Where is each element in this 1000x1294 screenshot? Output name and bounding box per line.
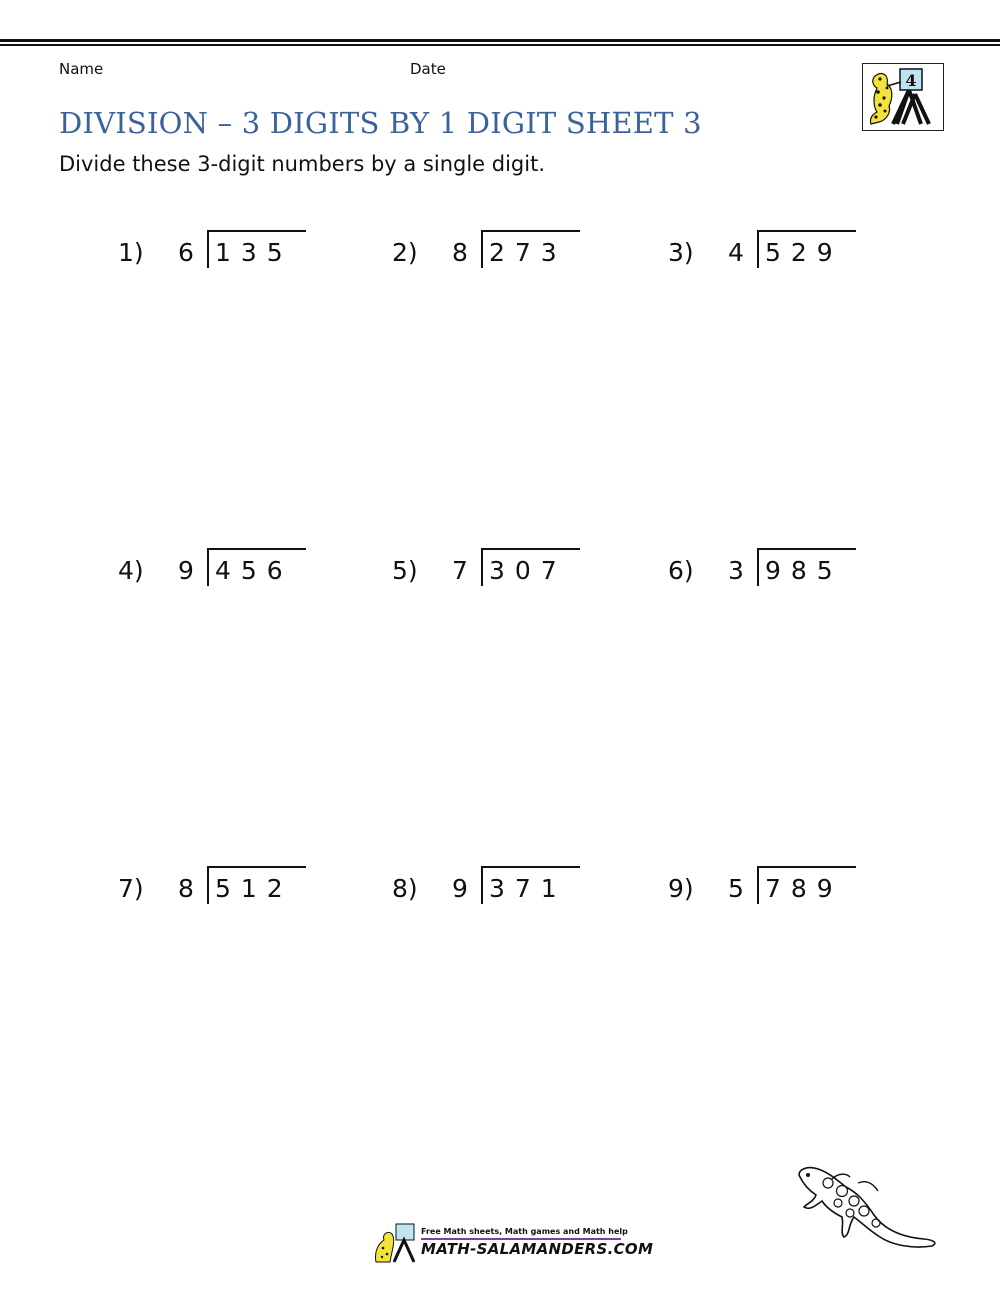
date-label: Date <box>410 60 446 78</box>
grade-badge: 4 <box>905 71 917 90</box>
problem-number: 9) <box>668 874 694 903</box>
problem-number: 2) <box>392 238 418 267</box>
divisor: 7 <box>452 556 468 585</box>
problem-number: 3) <box>668 238 694 267</box>
problem-number: 8) <box>392 874 418 903</box>
divisor: 6 <box>178 238 194 267</box>
dividend: 529 <box>765 238 843 267</box>
salamander-logo-icon <box>863 64 942 129</box>
dividend: 789 <box>765 874 843 903</box>
divisor: 8 <box>178 874 194 903</box>
salamander-icon <box>792 1163 942 1253</box>
problem-number: 7) <box>118 874 144 903</box>
divisor: 8 <box>452 238 468 267</box>
dividend: 371 <box>489 874 567 903</box>
divisor: 4 <box>728 238 744 267</box>
dividend: 456 <box>215 556 293 585</box>
divisor: 9 <box>452 874 468 903</box>
divisor: 9 <box>178 556 194 585</box>
dividend: 273 <box>489 238 567 267</box>
name-label: Name <box>59 60 104 78</box>
divisor: 3 <box>728 556 744 585</box>
instructions: Divide these 3-digit numbers by a single digit. <box>59 152 546 176</box>
dividend: 512 <box>215 874 293 903</box>
page-title: DIVISION – 3 DIGITS BY 1 DIGIT SHEET 3 <box>59 106 702 140</box>
dividend: 307 <box>489 556 567 585</box>
problem-number: 1) <box>118 238 144 267</box>
problem-number: 6) <box>668 556 694 585</box>
dividend: 135 <box>215 238 293 267</box>
dividend: 985 <box>765 556 843 585</box>
top-rule <box>0 39 1000 46</box>
problem-number: 4) <box>118 556 144 585</box>
problem-number: 5) <box>392 556 418 585</box>
footer-tagline: Free Math sheets, Math games and Math help <box>421 1227 628 1236</box>
divisor: 5 <box>728 874 744 903</box>
footer-brand: MATH-SALAMANDERS.COM <box>421 1240 654 1258</box>
grade-logo <box>862 63 944 131</box>
